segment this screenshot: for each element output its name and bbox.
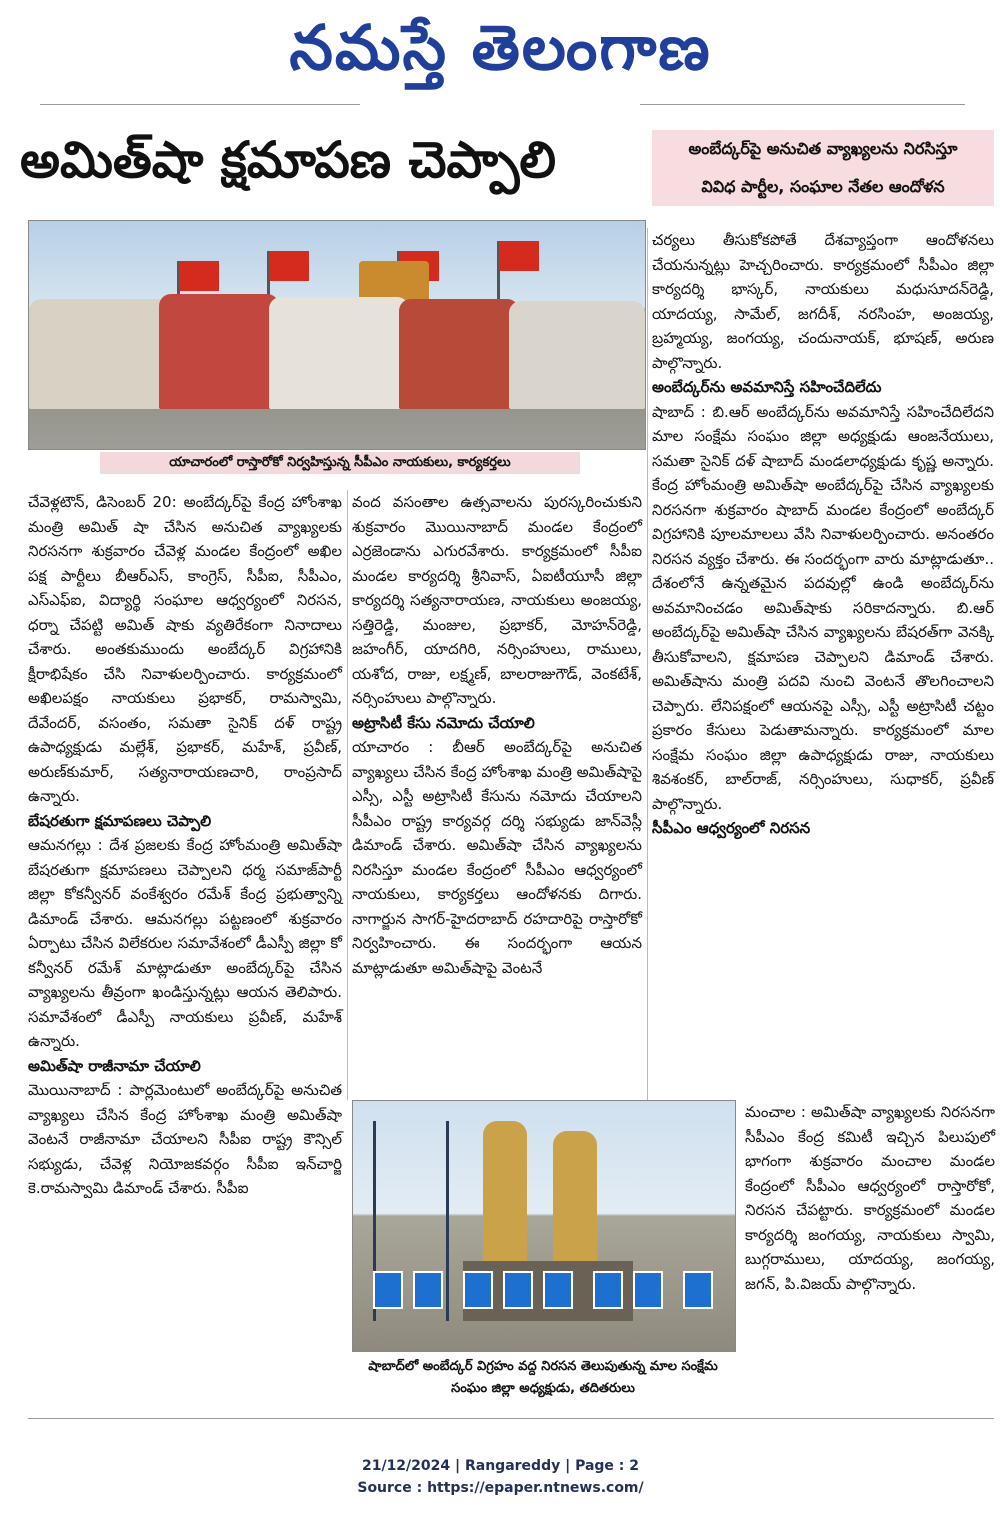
article-paragraph: మొయినాబాద్ : పార్లమెంటులో అంబేద్కర్‌పై అనుచిత వ్యాఖ్యలు చేసిన కేంద్ర హోంశాఖ మంత్రి అమిత్‌షా వెంటనే రాజీనామా చేయాలని సీపీఐ రాష్ట్ర కౌన్సిల్ సభ్యుడు, చేవెళ్ల నియోజకవర్గం సీపీఐ ఇన్‌చార్జి కె.రామస్వామి డిమాండ్ చేశారు. సీపీఐ (28, 1081, 342, 1197)
column-2 (352, 490, 642, 980)
crowd (29, 299, 169, 409)
subheading: అంబేద్కర్‌ను అవమానిస్తే సహించేదిలేదు (652, 378, 882, 396)
subheading: అమిత్‌షా రాజీనామా చేయాలి (28, 1056, 201, 1075)
article-paragraph: షాబాద్ : బి.ఆర్ అంబేద్కర్‌ను అవమానిస్తే సహించేదిలేదని మాల సంక్షేమ సంఘం జిల్లా అధ్యక్షుడు ఆంజనేయులు, సమతా సైనిక్ దళ్ షాబాద్ మండలాధ్యక్షుడు కృష్ణ అన్నారు. కేంద్ర హోంమంత్రి అమిత్‌షా అంబేద్కర్‌పై చేసిన వ్యాఖ్యలకు నిరసనగా శుక్రవారం షాబాద్ మండల కేంద్రంలో అంబేద్కర్ విగ్రహానికి పూలమాలలు వేసి నివాళులర్పించారు. అనంతరం నిరసన వ్యక్తం చేశారు. ఈ సందర్భంగా వారు మాట్లాడుతూ.. దేశంలోనే ఉన్నతమైన పదవుల్లో ఉండి అంబేద్కర్‌ను అవమానించడం అమిత్‌షాకు సరికాదన్నారు. బి.ఆర్ అంబేద్కర్‌పై అమిత్‌షా చేసిన వ్యాఖ్యలను బేషరత్‌గా వెనక్కి తీసుకోవాలని, క్షమాపణ చెప్పాలని డిమాండ్ చేశారు. అమిత్‌షాను మంత్రి పదవి నుంచి వెంటనే తొలగించాలని చెప్పారు. లేనిపక్షంలో ఆయనపై ఎస్సీ, ఎస్టీ అట్రాసిటీ చట్టం ప్రకారం కేసులు పెడుతామన్నారు. కార్యక్రమంలో మాల సంక్షేమ సంఘం జిల్లా ఉపాధ్యక్షుడు రాజు, నాయకులు శివశంకర్, బాల్‌రాజ్, నర్సింహులు, సుధాకర్, ప్రవీణ్ పాల్గొన్నారు. (652, 402, 994, 813)
statue (483, 1121, 527, 1271)
portrait-poster (543, 1271, 573, 1309)
masthead: నమస్తే తెలంగాణ (289, 11, 712, 84)
masthead-rule-right (640, 104, 965, 105)
photo-caption-2: షాబాద్‌లో అంబేద్కర్ విగ్రహం వద్ద నిరసన తెలుపుతున్న మాల సంక్షేమ సంఘం జిల్లా అధ్యక్షుడు, తదితరులు (368, 1359, 718, 1396)
portrait-poster (683, 1271, 713, 1309)
column-1 (28, 490, 342, 1201)
subhead-line-1: అంబేద్కర్‌పై అనుచిత వ్యాఖ్యలను నిరసిస్తూ (688, 139, 958, 158)
page-bottom-rule (28, 1418, 994, 1419)
statue-photo (352, 1100, 736, 1352)
column-4 (745, 1100, 995, 1296)
crowd (399, 299, 519, 409)
portrait-poster (373, 1271, 403, 1309)
crowd (509, 301, 645, 409)
portrait-poster (463, 1271, 493, 1309)
subhead-line-2: వివిధ పార్టీల, సంఘాల నేతల ఆందోళన (701, 177, 945, 196)
portrait-poster (503, 1271, 533, 1309)
portrait-poster (593, 1271, 623, 1309)
footer-date-line: 21/12/2024 | Rangareddy | Page : 2 (361, 1458, 640, 1474)
footer-source-line: Source : https://epaper.ntnews.com/ (357, 1480, 644, 1496)
column-divider (347, 490, 348, 1100)
article-paragraph: చేవెళ్లటౌన్, డిసెంబర్ 20: అంబేద్కర్‌పై కేంద్ర హోంశాఖ మంత్రి అమిత్ షా చేసిన అనుచిత వ్యాఖ్యలకు నిరసనగా శుక్రవారం చేవెళ్ల మండల కేంద్రంలో అఖిల పక్ష పార్టీలు బీఆర్ఎస్, కాంగ్రెస్, సీపీఐ, సీపీఎం, ఎస్ఎఫ్ఐ, విద్యార్థి సంఘాల ఆధ్వర్యంలో నిరసన, ధర్నా చేపట్టి అమిత్ షాకు వ్యతిరేకంగా నినాదాలు చేశారు. అంతకుముందు అంబేద్కర్ విగ్రహానికి క్షీరాభిషేకం చేసి నివాళులర్పించారు. కార్యక్రమంలో అఖిలపక్షం నాయకులు ప్రభాకర్, రామస్వామి, దేవేందర్, వసంతం, సమతా సైనిక్ దళ్ రాష్ట్ర ఉపాధ్యక్షుడు మల్లేశ్, ప్రభాకర్, మహేశ్, ప్రవీణ్, అరుణ్‌కుమార్, సత్యనారాయణచారి, రాంప్రసాద్ ఉన్నారు. (28, 493, 342, 805)
photo-caption-1: యాచారంలో రాస్తారోకో నిర్వహిస్తున్న సీపీఎం నాయకులు, కార్యకర్తలు (100, 452, 580, 474)
column-3 (652, 228, 994, 841)
subheading: సీపీఎం ఆధ్వర్యంలో నిరసన (652, 819, 811, 837)
article-paragraph: వంద వసంతాల ఉత్సవాలను పురస్కరించుకుని శుక్రవారం మొయినాబాద్ మండల కేంద్రంలో ఎర్రజెండాను ఎగురవేశారు. కార్యక్రమంలో సీపీఐ మండల కార్యదర్శి శ్రీనివాస్, ఏఐటీయూసీ జిల్లా కార్యదర్శి సత్యనారాయణ, నాయకులు అంజయ్య, సత్తిరెడ్డి, మంజుల, ప్రభాకర్, మోహన్‌రెడ్డి, జహంగీర్, యాదగిరి, నర్సింహులు, రాములు, యశోద, రాజు, లక్ష్మణ్, బాలరాజుగౌడ్, వెంకటేశ్, నర్సింహులు పాల్గొన్నారు. (352, 493, 642, 707)
red-flag-icon (499, 241, 539, 271)
headline: అమిత్‌షా క్షమాపణ చెప్పాలి (20, 131, 557, 189)
red-flag-icon (179, 261, 219, 291)
crowd (159, 294, 279, 409)
masthead-rule-left (40, 104, 360, 105)
subheading: అట్రాసిటీ కేసు నమోదు చేయాలి (352, 713, 535, 732)
article-paragraph: ఆమనగల్లు : దేశ ప్రజలకు కేంద్ర హోంమంత్రి అమిత్‌షా బేషరతుగా క్షమాపణలు చెప్పాలని ధర్మ సమాజ్‌పార్టీ జిల్లా కోకన్వీనర్ వంకేశ్వరం రమేశ్ కేంద్ర ప్రభుత్వాన్ని డిమాండ్ చేశారు. ఆమనగల్లు పట్టణంలో శుక్రవారం ఏర్పాటు చేసిన విలేకరుల సమావేశంలో డీఎస్పీ జిల్లా కో కన్వీనర్ రమేశ్ మాట్లాడుతూ అంబేద్కర్‌పై చేసిన వ్యాఖ్యలను తీవ్రంగా ఖండిస్తున్నట్లు ఆయన తెలిపారు. సమావేశంలో డీఎస్పీ నాయకులు ప్రవీణ్, మహేశ్ ఉన్నారు. (28, 836, 342, 1050)
article-paragraph: మంచాల : అమిత్‌షా వ్యాఖ్యలకు నిరసనగా సీపీఎం కేంద్ర కమిటీ ఇచ్చిన పిలుపులో భాగంగా శుక్రవారం మంచాల మండల కేంద్రంలో సీపీఎం ఆధ్వర్యంలో రాస్తారోకో, నిరసన చేపట్టారు. కార్యక్రమంలో మండల కార్యదర్శి జంగయ్య, నాయకులు స్వామి, బుగ్గరాములు, యాదయ్య, జంగయ్య, జగన్, పి.విజయ్ పాల్గొన్నారు. (745, 1103, 995, 1293)
subhead-box (652, 130, 994, 206)
protest-photo (28, 220, 646, 450)
column-divider (647, 228, 648, 1100)
article-paragraph: యాచారం : బీఆర్ అంబేద్కర్‌పై అనుచిత వ్యాఖ్యలు చేసిన కేంద్ర హోంశాఖ మంత్రి అమిత్‌షాపై ఎస్సీ, ఎస్టీ అట్రాసిటీ కేసును నమోదు చేయాలని సీపీఎం రాష్ట్ర కార్యవర్గ దర్శి సభ్యుడు జాన్‌వెస్లీ డిమాండ్ చేశారు. అమిత్‌షా చేసిన వ్యాఖ్యలను నిరసిస్తూ మండల కేంద్రంలో సీపీఎం ఆధ్వర్యంలో నాయకులు, కార్యకర్తలు ఆందోళనకు దిగారు. నాగార్జున సాగర్-హైదరాబాద్ రహదారిపై రాస్తారోకో నిర్వహించారు. ఈ సందర్భంగా ఆయన మాట్లాడుతూ అమిత్‌షాపై వెంటనే (352, 738, 642, 977)
portrait-poster (413, 1271, 443, 1309)
red-flag-icon (269, 251, 309, 281)
crowd (269, 297, 409, 409)
statue (553, 1131, 597, 1271)
article-paragraph: చర్యలు తీసుకోకపోతే దేశవ్యాప్తంగా ఆందోళనలు చేయనున్నట్లు హెచ్చరించారు. కార్యక్రమంలో సీపీఎం జిల్లా కార్యదర్శి భాస్కర్, నాయకులు మధుసూదన్‌రెడ్డి, యాదయ్య, సామేల్, జగదీశ్, నరసింహ, అంజయ్య, బ్రహ్మయ్య, జంగయ్య, చందునాయక్, భూషణ్, అరుణ పాల్గొన్నారు. (652, 231, 994, 372)
portrait-poster (633, 1271, 663, 1309)
subheading: బేషరతుగా క్షమాపణలు చెప్పాలి (28, 811, 212, 830)
